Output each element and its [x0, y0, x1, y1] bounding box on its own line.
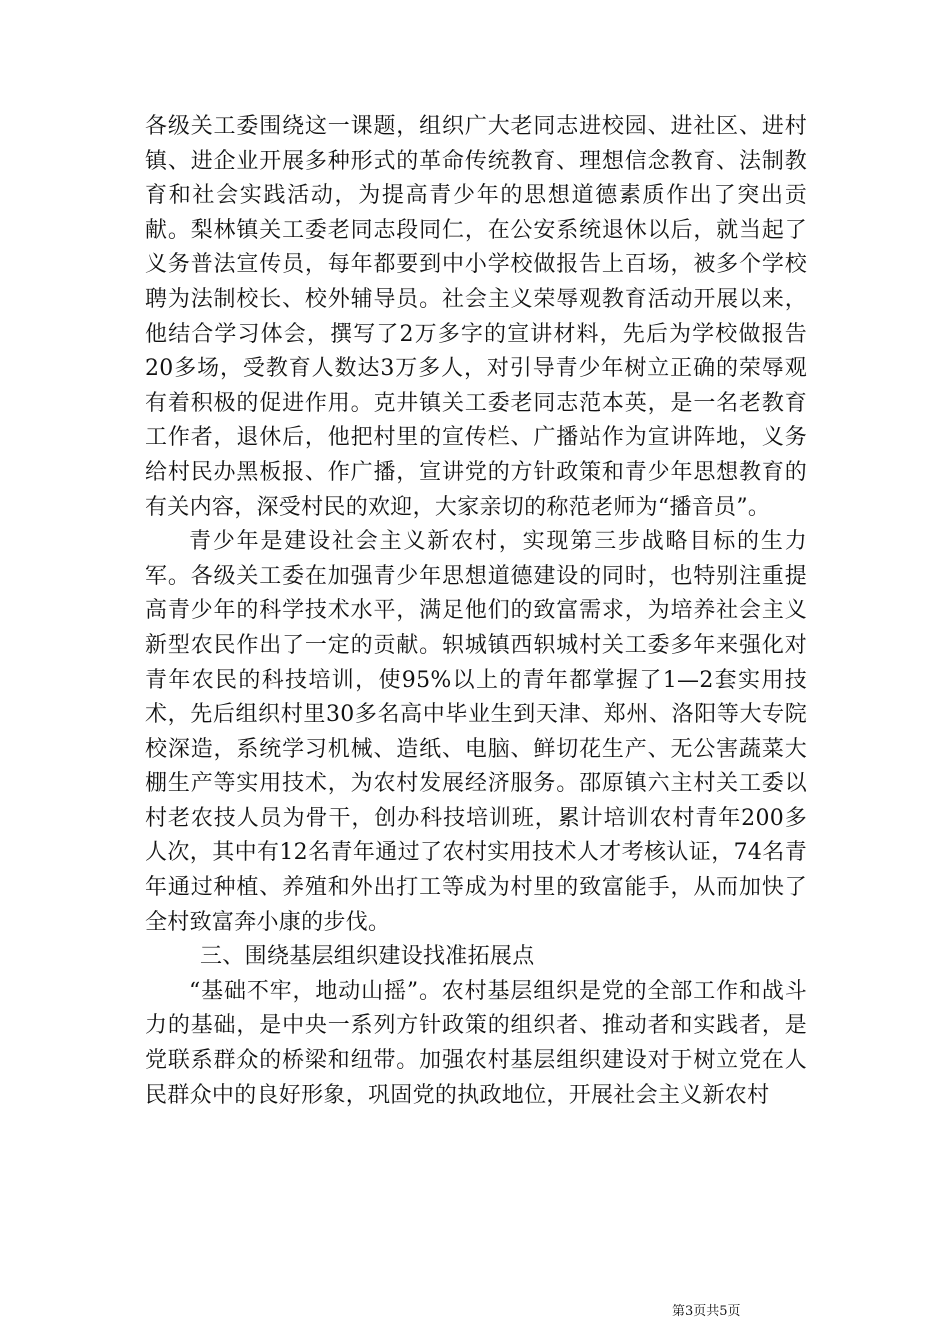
paragraph-continuation: 各级关工委围绕这一课题，组织广大老同志进校园、进社区、进村镇、进企业开展多种形式的革命传统教育、理想信念教育、法制教育和社会实践活动，为提高青少年的思想道德素质作出了突出贡献。梨林镇关工委老同志段同仁，在公安系统退休以后，就当起了义务普法宣传员，每年都要到中小学校做报告上百场，被多个学校聘为法制校长、校外辅导员。社会主义荣辱观教育活动开展以来，他结合学习体会，撰写了2万多字的宣讲材料，先后为学校做报告20多场，受教育人数达3万多人，对引导青少年树立正确的荣辱观有着积极的促进作用。克井镇关工委老同志范本英，是一名老教育工作者，退休后，他把村里的宣传栏、广播站作为宣讲阵地，义务给村民办黑板报、作广播，宣讲党的方针政策和青少年思想教育的有关内容，深受村民的欢迎，大家亲切的称范老师为“播音员”。 [145, 114, 807, 520]
page-number-footer: 第3页共5页 [672, 1304, 741, 1319]
paragraph-youth-technology: 青少年是建设社会主义新农村，实现第三步战略目标的生力军。各级关工委在加强青少年思想道德建设的同时，也特别注重提高青少年的科学技术水平，满足他们的致富需求，为培养社会主义新型农民作出了一定的贡献。轵城镇西轵城村关工委多年来强化对青年农民的科技培训，使95%以上的青年都掌握了1—2套实用技术，先后组织村里30多名高中毕业生到天津、郑州、洛阳等大专院校深造，系统学习机械、造纸、电脑、鲜切花生产、无公害蔬菜大棚生产等实用技术，为农村发展经济服务。邵原镇六主村关工委以村老农技人员为骨干，创办科技培训班，累计培训农村青年200多人次，其中有12名青年通过了农村实用技术人才考核认证，74名青年通过种植、养殖和外出打工等成为村里的致富能手，从而加快了全村致富奔小康的步伐。 [145, 529, 807, 935]
section-heading: 三、围绕基层组织建设找准拓展点 [200, 944, 535, 970]
document-body [145, 110, 807, 1113]
paragraph-grassroots: “基础不牢，地动山摇”。农村基层组织是党的全部工作和战斗力的基础，是中央一系列方针政策的组织者、推动者和实践者，是党联系群众的桥梁和纽带。加强农村基层组织建设对于树立党在人民群众中的良好形象，巩固党的执政地位，开展社会主义新农村 [145, 978, 807, 1108]
